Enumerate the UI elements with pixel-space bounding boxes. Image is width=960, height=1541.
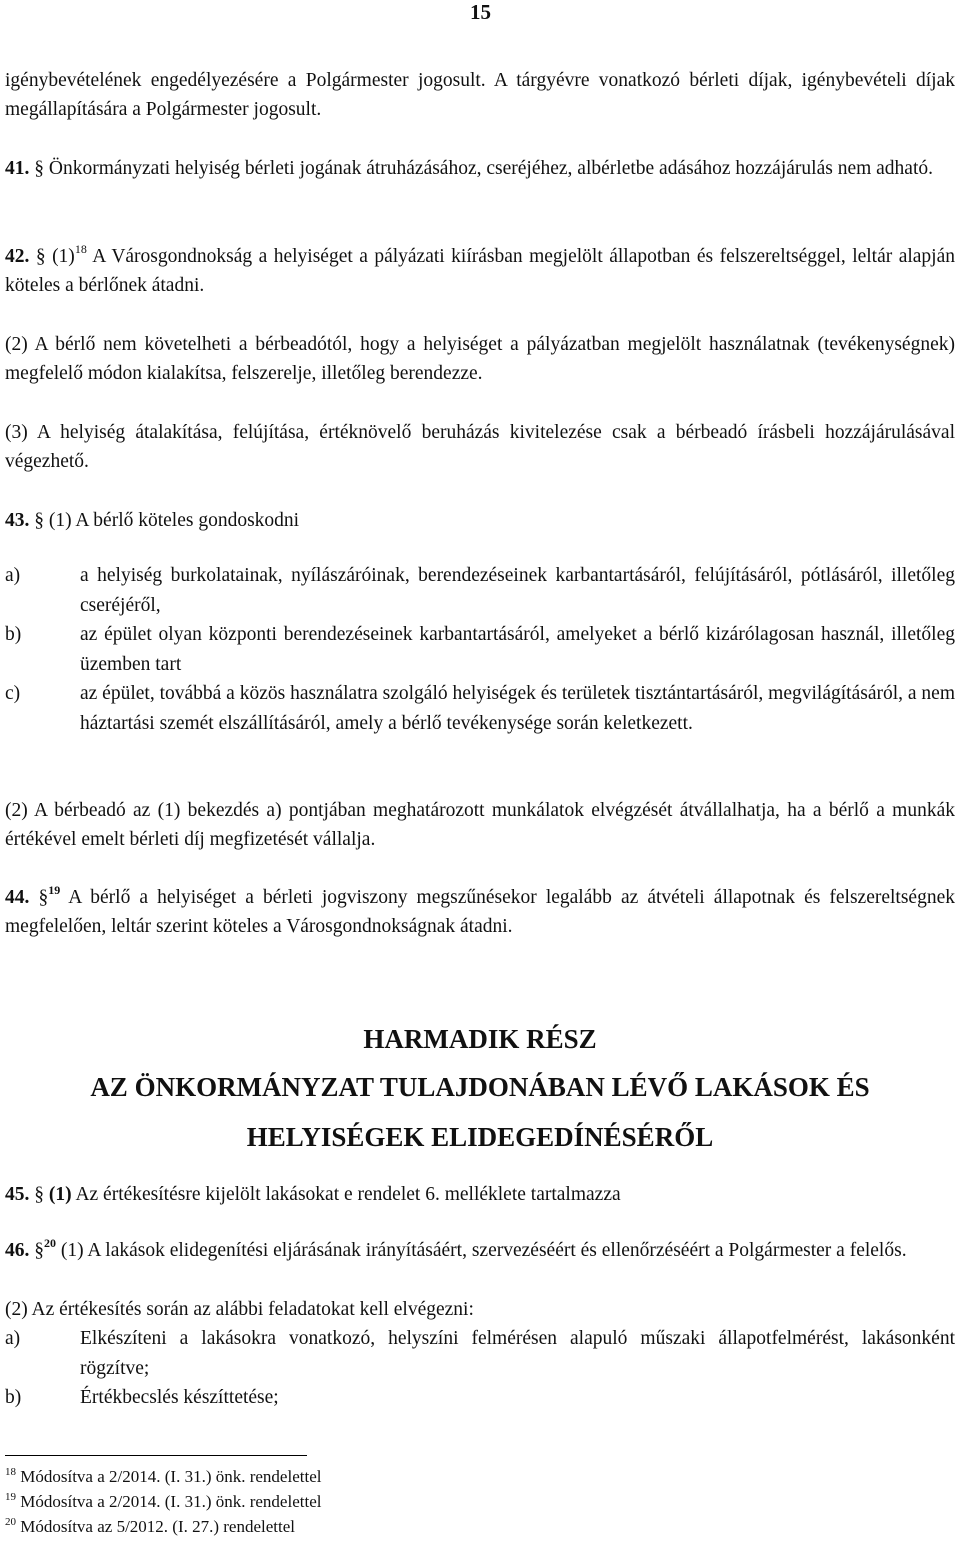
section-text: Az értékesítésre kijelölt lakásokat e rendelet 6. melléklete tartalmazza <box>75 1184 621 1205</box>
list-item <box>5 1324 955 1383</box>
part-title-line-2: HELYISÉGEK ELIDEGEDÍNÉSÉRŐL <box>246 1122 714 1152</box>
footnote-separator <box>5 1455 307 1456</box>
footnote <box>5 1490 321 1514</box>
footnote-number: 20 <box>5 1516 16 1528</box>
list-item-text: Elkészíteni a lakásokra vonatkozó, helyszíni felmérésen alapuló műszaki állapotfelmérést, lakásonként rögzítve; <box>80 1328 955 1379</box>
paragraph-continuation: igénybevételének engedélyezésére a Polgármester jogosult. A tárgyévre vonatkozó bérleti díjak, igénybevételi díjak megállapítására a Polgármester jogosult. <box>5 70 955 120</box>
section-44 <box>5 883 955 941</box>
section-43-paragraph-2: (2) A bérbeadó az (1) bekezdés a) pontjában meghatározott munkálatok elvégzését átvállalhatja, ha a bérlő a munkák értékével emelt bérleti díj megfizetését vállalja. <box>5 800 955 850</box>
part-title-line-1: AZ ÖNKORMÁNYZAT TULAJDONÁBAN LÉVŐ LAKÁSOK ÉS <box>90 1072 870 1102</box>
section-number: 44. <box>5 887 30 908</box>
list-item-label: a) <box>5 1328 21 1349</box>
section-41 <box>5 154 955 183</box>
section-sign: § <box>34 1240 44 1261</box>
list-item-label: b) <box>5 624 22 645</box>
section-46-list <box>5 1324 955 1413</box>
list-item <box>5 620 955 679</box>
section-text: A bérlő a helyiséget a bérleti jogviszony megszűnésekor legalább az átvételi állapotnak és felszereltségnek megfelelően, leltár szerint köteles a Városgondnokságnak átadni. <box>5 887 955 937</box>
section-number: 41. <box>5 158 30 179</box>
section-46 <box>5 1236 955 1265</box>
footnote-text: Módosítva az 5/2012. (I. 27.) rendelettel <box>20 1517 296 1536</box>
list-item-text: az épület olyan központi berendezéseinek karbantartásáról, amelyeket a bérlő kizárólagosan használ, illetőleg üzemben tart <box>80 624 955 675</box>
section-sign: § <box>34 158 44 179</box>
footnote-ref: 19 <box>48 883 61 897</box>
footnote-number: 18 <box>5 1466 16 1478</box>
section-text: A Városgondnokság a helyiséget a pályázati kiírásban megjelölt állapotban és felszereltséggel, leltár alapján köteles a bérlőnek átadni. <box>5 246 956 296</box>
footnote-ref: 20 <box>44 1236 56 1250</box>
list-item <box>5 679 955 738</box>
footnote-text: Módosítva a 2/2014. (I. 31.) önk. rendelettel <box>20 1492 322 1511</box>
section-42 <box>5 242 955 300</box>
section-42-paragraph-2: (2) A bérlő nem követelheti a bérbeadótól, hogy a helyiséget a pályázatban megjelölt használatnak (tevékenységnek) megfelelő módon kialakítsa, felszerelje, illetőleg berendezze. <box>5 334 955 384</box>
section-45 <box>5 1180 955 1209</box>
section-number: 42. <box>5 246 30 267</box>
list-item-text: Értékbecslés készíttetése; <box>80 1387 279 1408</box>
section-text: (1) A lakások elidegenítési eljárásának irányításáért, szervezéséért és ellenőrzéséért a Polgármester a felelős. <box>60 1240 907 1261</box>
section-number: 43. <box>5 510 30 531</box>
section-42-paragraph-3: (3) A helyiség átalakítása, felújítása, értéknövelő beruházás kivitelezése csak a bérbeadó írásbeli hozzájárulásával végezhető. <box>5 422 955 472</box>
page-number: 15 <box>470 0 491 24</box>
section-sign: § <box>34 510 44 531</box>
footnote-ref: 18 <box>74 242 87 256</box>
paragraph-marker: (1) <box>52 246 75 267</box>
footnote <box>5 1515 295 1539</box>
list-item-label: c) <box>5 683 21 704</box>
list-item <box>5 561 955 620</box>
list-item-text: a helyiség burkolatainak, nyílászáróinak, berendezéseinek karbantartásáról, felújításáról, pótlásáról, illetőleg cseréjéről, <box>80 565 955 616</box>
footnote-text: Módosítva a 2/2014. (I. 31.) önk. rendelettel <box>20 1467 322 1486</box>
section-sign: § <box>38 887 49 908</box>
list-item <box>5 1383 955 1413</box>
section-number: 46. <box>5 1240 30 1261</box>
list-item-label: a) <box>5 565 21 586</box>
section-sign: § <box>34 1184 44 1205</box>
part-heading: HARMADIK RÉSZ <box>363 1024 597 1054</box>
list-item-text: az épület, továbbá a közös használatra szolgáló helyiségek és területek tisztántartásáról, megvilágításáról, a nem háztartási szemét elszállításáról, amely a bérlő tevékenysége során keletkezett. <box>80 683 955 734</box>
section-sign: § <box>35 246 46 267</box>
paragraph-marker: (1) <box>48 1184 72 1205</box>
section-text: Önkormányzati helyiség bérleti jogának átruházásához, cseréjéhez, albérletbe adásához hozzájárulás nem adható. <box>48 158 933 179</box>
section-43 <box>5 506 955 535</box>
footnote-number: 19 <box>5 1491 16 1503</box>
section-46-paragraph-2: (2) Az értékesítés során az alábbi feladatokat kell elvégezni: <box>5 1299 474 1320</box>
section-number: 45. <box>5 1184 30 1205</box>
list-item-label: b) <box>5 1387 22 1408</box>
section-text: (1) A bérlő köteles gondoskodni <box>48 510 300 531</box>
section-43-list <box>5 561 955 738</box>
footnote <box>5 1465 321 1489</box>
